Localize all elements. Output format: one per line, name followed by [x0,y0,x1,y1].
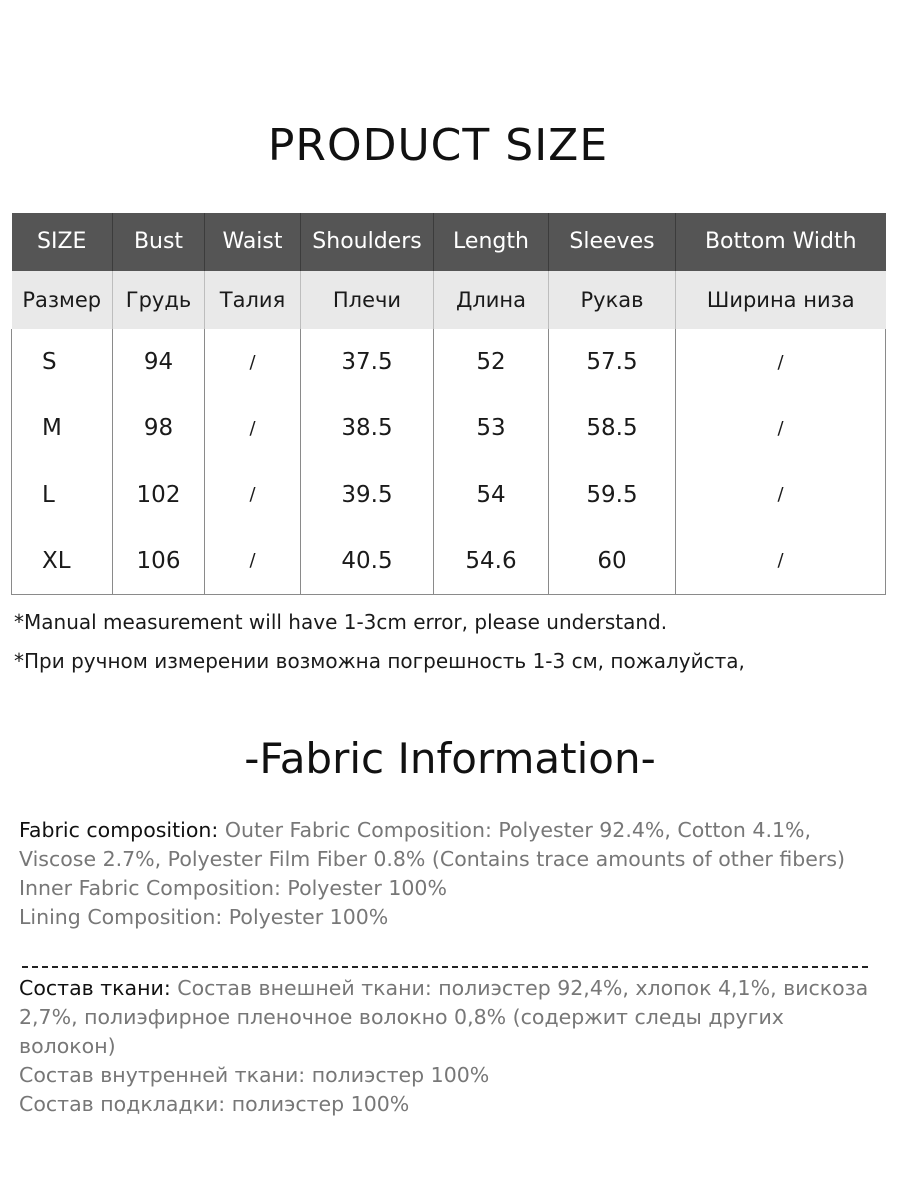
fabric-outer-line [19,816,879,874]
fabric-composition-en [19,816,879,932]
table-cell: 54 [434,461,549,527]
page-title: PRODUCT SIZE [267,120,609,171]
table-cell: / [205,395,301,461]
fabric-lining-line: Lining Composition: Polyester 100% [19,905,389,929]
table-cell: / [676,528,886,595]
fabric-outer-text: Состав внешней ткани: полиэстер 92,4%, хлопок 4,1%, вискоза 2,7%, полиэфирное пленочное волокно 0,8% (содержит следы других волокон) [19,976,869,1058]
table-cell: 98 [113,395,205,461]
header-cell: SIZE [12,213,113,271]
fabric-inner-line: Inner Fabric Composition: Polyester 100% [19,876,447,900]
table-cell: 106 [113,528,205,595]
measurement-note-en: *Manual measurement will have 1-3cm error, please understand. [14,610,668,634]
fabric-outer-text: Outer Fabric Composition: Polyester 92.4%, Cotton 4.1%, Viscose 2.7%, Polyester Film Fiber 0.8% (Contains trace amounts of other fibers) [19,818,846,871]
table-cell: 59.5 [549,461,676,527]
table-cell: S [12,329,113,395]
header-cell: Shoulders [301,213,434,271]
table-cell: / [205,461,301,527]
table-cell: / [205,329,301,395]
table-cell: 53 [434,395,549,461]
table-row [12,528,886,595]
table-cell: 94 [113,329,205,395]
header-cell: Length [434,213,549,271]
table-cell: XL [12,528,113,595]
fabric-heading: -Fabric Information- [244,734,656,783]
header-cell: Ширина низа [676,271,886,329]
header-cell: Bust [113,213,205,271]
fabric-label: Fabric composition: [19,818,219,842]
table-cell: 54.6 [434,528,549,595]
table-cell: 57.5 [549,329,676,395]
table-cell: / [676,395,886,461]
fabric-label: Состав ткани: [19,976,171,1000]
table-cell: 58.5 [549,395,676,461]
header-cell: Bottom Width [676,213,886,271]
table-header-ru [12,271,886,329]
table-cell: 38.5 [301,395,434,461]
table-header-en [12,213,886,271]
table-row [12,329,886,395]
measurement-note-ru: *При ручном измерении возможна погрешность 1-3 см, пожалуйста, [14,649,745,673]
size-table [11,213,886,595]
table-cell: 52 [434,329,549,395]
table-cell: 102 [113,461,205,527]
header-cell: Длина [434,271,549,329]
fabric-inner-line: Состав внутренней ткани: полиэстер 100% [19,1063,490,1087]
table-row [12,395,886,461]
header-cell: Плечи [301,271,434,329]
header-cell: Sleeves [549,213,676,271]
table-cell: / [205,528,301,595]
dashed-divider [22,966,868,968]
fabric-outer-line [19,974,879,1061]
table-cell: 60 [549,528,676,595]
table-row [12,461,886,527]
table-cell: 40.5 [301,528,434,595]
table-cell: / [676,329,886,395]
header-cell: Рукав [549,271,676,329]
table-cell: 39.5 [301,461,434,527]
header-cell: Грудь [113,271,205,329]
header-cell: Размер [12,271,113,329]
table-cell: M [12,395,113,461]
fabric-composition-ru [19,974,879,1119]
table-cell: L [12,461,113,527]
table-cell: / [676,461,886,527]
fabric-lining-line: Состав подкладки: полиэстер 100% [19,1092,410,1116]
table-cell: 37.5 [301,329,434,395]
header-cell: Талия [205,271,301,329]
header-cell: Waist [205,213,301,271]
